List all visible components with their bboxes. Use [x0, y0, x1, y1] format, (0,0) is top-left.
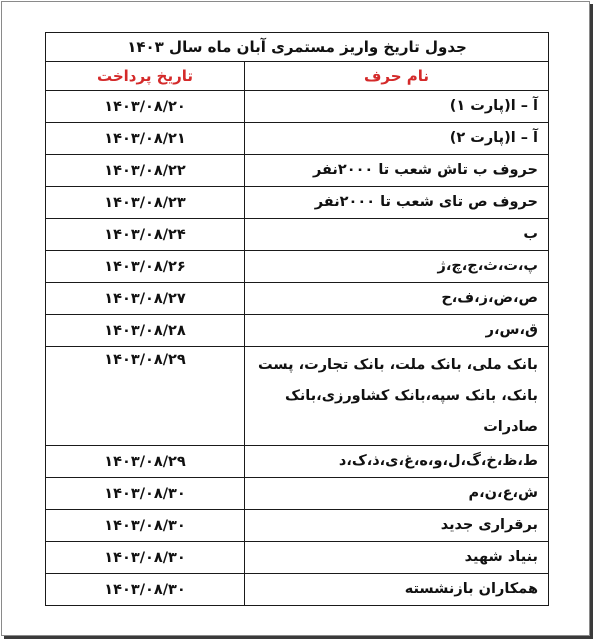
row-name: آ – ا(پارت ۲): [245, 123, 549, 155]
header-date: تاریخ پرداخت: [46, 62, 245, 91]
table-row: [46, 542, 549, 574]
row-date: ۱۴۰۳/۰۸/۲۹: [46, 446, 245, 478]
row-name: برقراری جدید: [245, 510, 549, 542]
table-row: [46, 347, 549, 446]
table-row: [46, 91, 549, 123]
row-date: ۱۴۰۳/۰۸/۳۰: [46, 542, 245, 574]
row-date: ۱۴۰۳/۰۸/۲۱: [46, 123, 245, 155]
row-date: ۱۴۰۳/۰۸/۲۷: [46, 283, 245, 315]
header-name: نام حرف: [245, 62, 549, 91]
table-row: [46, 315, 549, 347]
row-name: ش،ع،ن،م: [245, 478, 549, 510]
row-name: همکاران بازنشسته: [245, 574, 549, 606]
row-name: پ،ت،ث،ج،چ،ژ: [245, 251, 549, 283]
row-name: ص،ض،ز،ف،ح: [245, 283, 549, 315]
row-name: حروف ص تای شعب تا ۲۰۰۰نفر: [245, 187, 549, 219]
table-row: [46, 478, 549, 510]
table-row: [46, 123, 549, 155]
row-date: ۱۴۰۳/۰۸/۲۴: [46, 219, 245, 251]
row-name: آ – ا(پارت ۱): [245, 91, 549, 123]
table-row: [46, 446, 549, 478]
row-date: ۱۴۰۳/۰۸/۳۰: [46, 510, 245, 542]
table-row: [46, 574, 549, 606]
table-row: [46, 155, 549, 187]
row-name: بنیاد شهید: [245, 542, 549, 574]
table-header-row: [46, 62, 549, 91]
row-name: بانک ملی، بانک ملت، بانک تجارت، پست بانک، بانک سپه،بانک کشاورزی،بانک صادرات: [245, 347, 549, 446]
row-name: حروف ب تاش شعب تا ۲۰۰۰نفر: [245, 155, 549, 187]
table-row: [46, 187, 549, 219]
table-title: جدول تاریخ واریز مستمری آبان ماه سال ۱۴۰۳: [46, 33, 549, 62]
row-name: ط،ظ،خ،گ،ل،و،ه،غ،ی،ذ،ک،د: [245, 446, 549, 478]
table-row: [46, 283, 549, 315]
row-date: ۱۴۰۳/۰۸/۲۲: [46, 155, 245, 187]
row-name: ق،س،ر: [245, 315, 549, 347]
row-date: ۱۴۰۳/۰۸/۲۶: [46, 251, 245, 283]
table-row: [46, 510, 549, 542]
row-date: ۱۴۰۳/۰۸/۲۹: [46, 347, 245, 446]
pension-schedule-table: [45, 32, 549, 606]
row-date: ۱۴۰۳/۰۸/۲۳: [46, 187, 245, 219]
row-date: ۱۴۰۳/۰۸/۳۰: [46, 574, 245, 606]
row-date: ۱۴۰۳/۰۸/۲۸: [46, 315, 245, 347]
row-date: ۱۴۰۳/۰۸/۳۰: [46, 478, 245, 510]
row-date: ۱۴۰۳/۰۸/۲۰: [46, 91, 245, 123]
table-row: [46, 251, 549, 283]
row-name: ب: [245, 219, 549, 251]
table-row: [46, 219, 549, 251]
table-title-row: [46, 33, 549, 62]
